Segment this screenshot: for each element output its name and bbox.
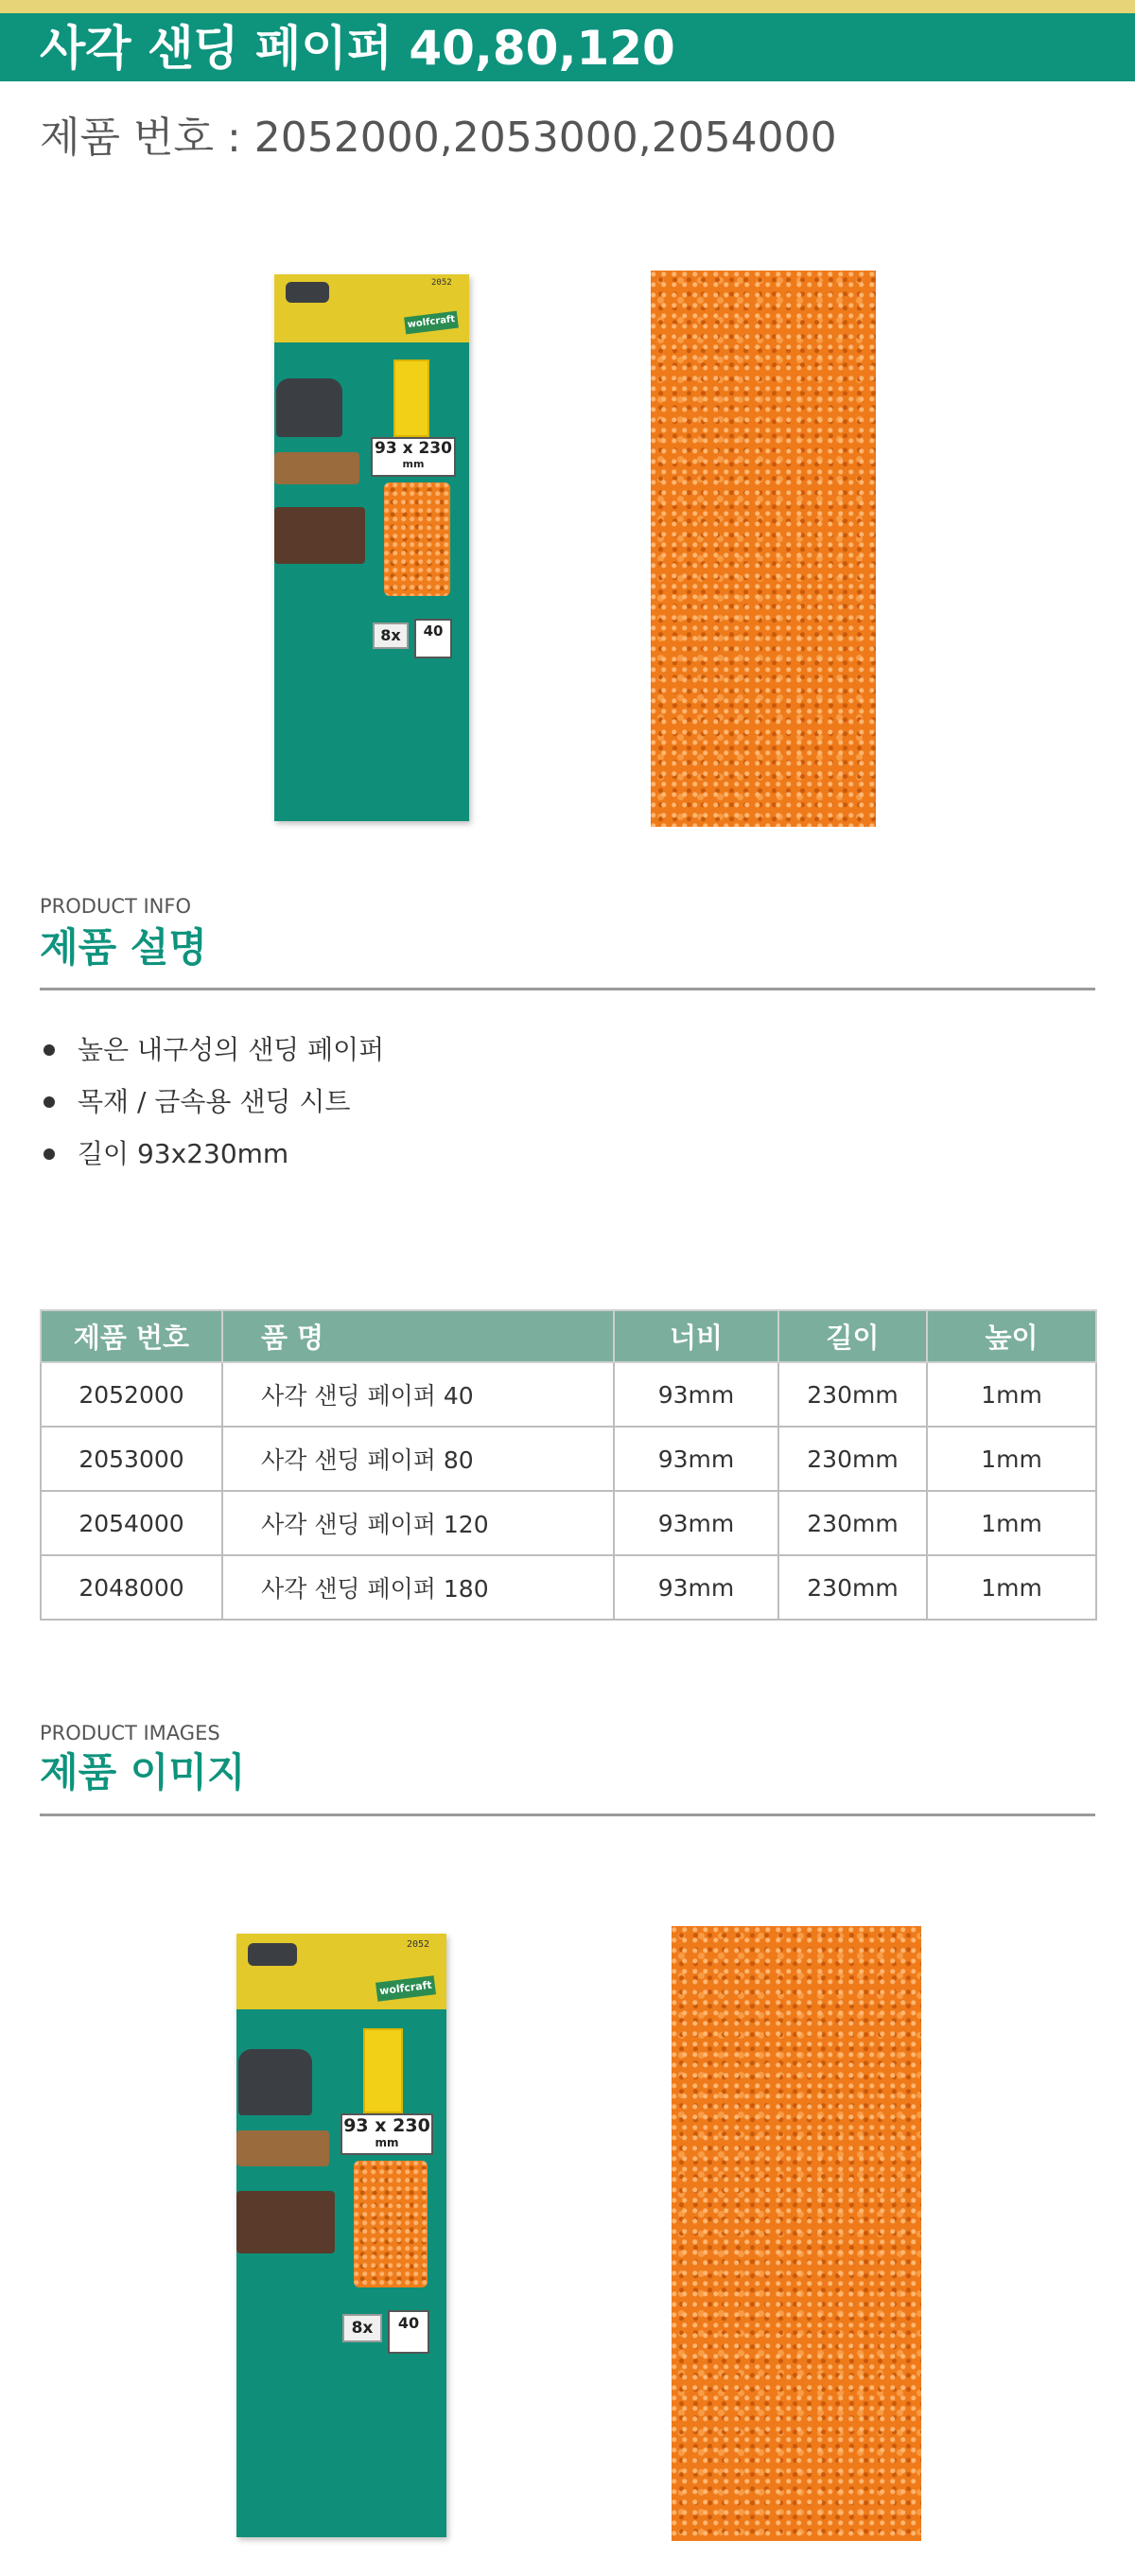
- top-accent-line: [0, 0, 1135, 13]
- list-item: 목재 / 금속용 샌딩 시트: [40, 1083, 384, 1135]
- cell-product-name: 사각 샌딩 페이퍼 80: [222, 1427, 614, 1491]
- cell-width: 93mm: [614, 1427, 778, 1491]
- feature-list: [40, 1031, 384, 1187]
- section-label-product-info: PRODUCT INFO: [40, 895, 192, 918]
- grit-label: 40: [388, 2310, 429, 2354]
- section-title-product-images: 제품 이미지: [40, 1749, 246, 1796]
- bullet-icon: [44, 1148, 55, 1160]
- cell-length: 230mm: [778, 1491, 927, 1555]
- cell-product-name: 사각 샌딩 페이퍼 120: [222, 1491, 614, 1555]
- cell-product-code: 2054000: [41, 1491, 222, 1555]
- cell-product-code: 2053000: [41, 1427, 222, 1491]
- article-number: 2052: [407, 1939, 430, 1950]
- section-title-product-info: 제품 설명: [40, 924, 207, 971]
- cell-product-code: 2048000: [41, 1555, 222, 1620]
- sheet-count: 8x: [342, 2314, 382, 2342]
- cell-height: 1mm: [927, 1427, 1096, 1491]
- product-codes: 제품 번호 : 2052000,2053000,2054000: [40, 114, 837, 162]
- header-length: 길이: [778, 1310, 927, 1362]
- brand-logo: wolfcraft: [404, 311, 459, 335]
- sandpaper-sheet-image-large: [672, 1926, 921, 2541]
- cell-width: 93mm: [614, 1362, 778, 1427]
- cell-product-name: 사각 샌딩 페이퍼 180: [222, 1555, 614, 1620]
- sandpaper-sheet-image: [651, 271, 876, 827]
- section-divider: [40, 1814, 1095, 1816]
- cell-length: 230mm: [778, 1427, 927, 1491]
- cell-length: 230mm: [778, 1555, 927, 1620]
- header-width: 너비: [614, 1310, 778, 1362]
- bullet-icon: [44, 1096, 55, 1108]
- brand-logo: wolfcraft: [375, 1975, 436, 2001]
- title-bar: [0, 13, 1135, 81]
- cell-height: 1mm: [927, 1362, 1096, 1427]
- header-product-code: 제품 번호: [41, 1310, 222, 1362]
- page-title: 사각 샌딩 페이퍼 40,80,120: [40, 21, 675, 76]
- article-number: 2052: [431, 278, 452, 288]
- cell-height: 1mm: [927, 1491, 1096, 1555]
- table-row: [41, 1491, 1096, 1555]
- table-row: [41, 1362, 1096, 1427]
- grit-label: 40: [414, 619, 452, 658]
- table-row: [41, 1555, 1096, 1620]
- size-label: 93 x 230 mm: [340, 2113, 433, 2155]
- package-image-large: [236, 1934, 446, 2537]
- size-label: 93 x 230 mm: [371, 437, 456, 477]
- cell-width: 93mm: [614, 1491, 778, 1555]
- cell-height: 1mm: [927, 1555, 1096, 1620]
- section-label-product-images: PRODUCT IMAGES: [40, 1722, 220, 1744]
- package-image: [274, 274, 469, 821]
- cell-width: 93mm: [614, 1555, 778, 1620]
- header-product-name: 품 명: [222, 1310, 614, 1362]
- section-divider: [40, 988, 1095, 990]
- sheet-count: 8x: [373, 622, 409, 649]
- cell-product-code: 2052000: [41, 1362, 222, 1427]
- list-item: 길이 93x230mm: [40, 1135, 384, 1187]
- cell-length: 230mm: [778, 1362, 927, 1427]
- table-header-row: [41, 1310, 1096, 1362]
- header-height: 높이: [927, 1310, 1096, 1362]
- list-item: 높은 내구성의 샌딩 페이퍼: [40, 1031, 384, 1083]
- cell-product-name: 사각 샌딩 페이퍼 40: [222, 1362, 614, 1427]
- bullet-icon: [44, 1044, 55, 1056]
- spec-table: [40, 1309, 1097, 1621]
- table-row: [41, 1427, 1096, 1491]
- sander-icon: [248, 1943, 297, 1966]
- sander-icon: [286, 282, 329, 303]
